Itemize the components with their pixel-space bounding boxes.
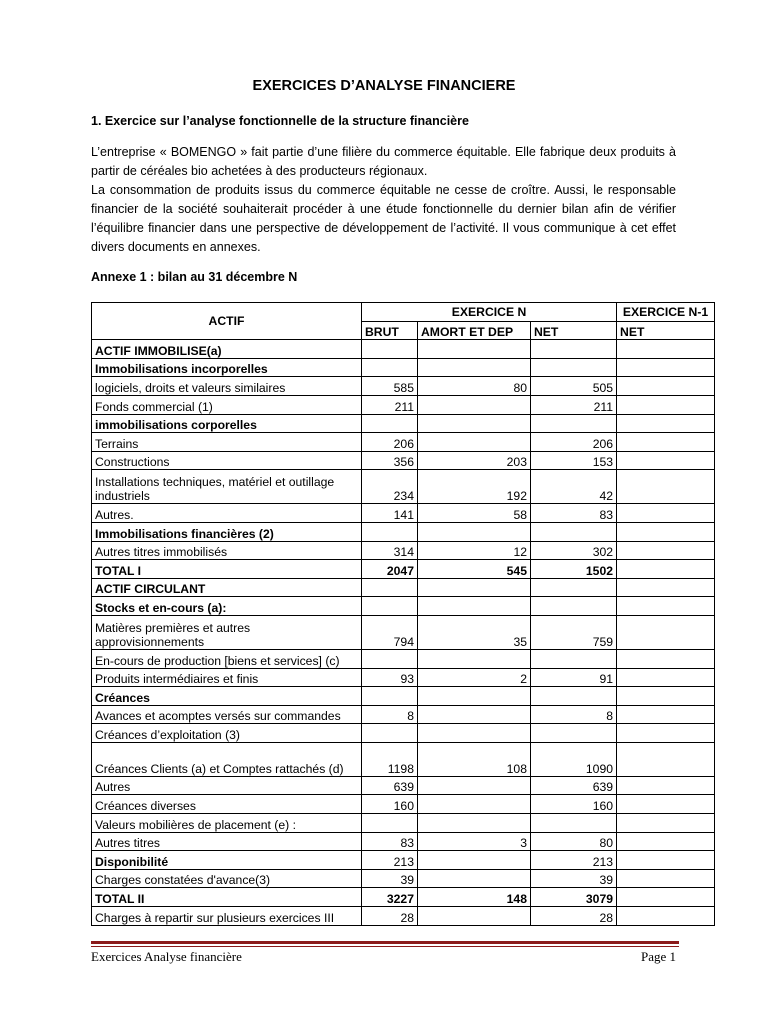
cell-brut: 1198 [362,742,418,776]
cell-amort [418,687,531,706]
cell-amort: 58 [418,504,531,523]
header-amort: AMORT ET DEP [418,321,531,340]
cell-net-n1 [617,888,715,907]
paragraph-1: L’entreprise « BOMENGO » fait partie d’une filière du commerce équitable. Elle fabrique deux produits à partir de céréales bio achetées à des producteurs régionaux. [91,145,676,178]
cell-brut: 160 [362,795,418,814]
table-body [92,340,715,925]
table-row [92,340,715,359]
table-row [92,597,715,616]
cell-brut: 206 [362,433,418,452]
cell-net-n1 [617,395,715,414]
cell-brut [362,687,418,706]
cell-net: 211 [531,395,617,414]
cell-net: 28 [531,907,617,926]
cell-net-n1 [617,541,715,560]
cell-brut: 314 [362,541,418,560]
table-row [92,687,715,706]
cell-amort [418,395,531,414]
cell-brut: 211 [362,395,418,414]
cell-net-n1 [617,358,715,377]
cell-net-n1 [617,724,715,743]
table-row [92,578,715,597]
table-row [92,541,715,560]
cell-amort [418,724,531,743]
cell-net-n1 [617,649,715,668]
cell-amort: 545 [418,560,531,579]
cell-net-n1 [617,742,715,776]
cell-amort: 192 [418,470,531,504]
cell-net-n1 [617,522,715,541]
cell-net-n1 [617,851,715,870]
cell-amort [418,414,531,433]
cell-amort: 2 [418,668,531,687]
cell-net-n1 [617,504,715,523]
cell-net [531,522,617,541]
cell-amort [418,814,531,833]
footer-title: Exercices Analyse financière [91,949,242,964]
cell-amort [418,358,531,377]
cell-amort [418,578,531,597]
cell-net [531,597,617,616]
row-label: Créances diverses [92,795,362,814]
cell-net-n1 [617,615,715,649]
cell-brut: 28 [362,907,418,926]
cell-amort [418,340,531,359]
cell-net-n1 [617,451,715,470]
cell-net-n1 [617,377,715,396]
cell-amort [418,795,531,814]
cell-net [531,814,617,833]
cell-brut: 213 [362,851,418,870]
cell-brut: 639 [362,776,418,795]
cell-net-n1 [617,414,715,433]
row-label: Charges constatées d'avance(3) [92,869,362,888]
row-label: ACTIF CIRCULANT [92,578,362,597]
cell-net: 8 [531,705,617,724]
row-label: Autres. [92,504,362,523]
cell-net: 39 [531,869,617,888]
annexe-heading: Annexe 1 : bilan au 31 décembre N [91,270,298,284]
cell-net-n1 [617,795,715,814]
cell-brut: 2047 [362,560,418,579]
row-label: Produits intermédiaires et finis [92,668,362,687]
cell-net-n1 [617,560,715,579]
footer-rule-thin [91,946,679,947]
row-label: logiciels, droits et valeurs similaires [92,377,362,396]
row-label: Valeurs mobilières de placement (e) : [92,814,362,833]
row-label: Stocks et en-cours (a): [92,597,362,616]
header-exercice-n1: EXERCICE N-1 [617,303,715,322]
table-row [92,907,715,926]
cell-amort: 3 [418,832,531,851]
cell-net: 1090 [531,742,617,776]
cell-net-n1 [617,907,715,926]
cell-net: 160 [531,795,617,814]
cell-amort [418,705,531,724]
row-label: TOTAL I [92,560,362,579]
cell-net: 639 [531,776,617,795]
row-label: Installations techniques, matériel et outillage industriels [92,470,362,504]
cell-brut: 141 [362,504,418,523]
row-label: Matières premières et autres approvisionnements [92,615,362,649]
cell-amort [418,851,531,870]
table-row [92,668,715,687]
cell-net [531,340,617,359]
table-row [92,560,715,579]
footer-rule-thick [91,941,679,944]
row-label: Créances Clients (a) et Comptes rattachés (d) [92,742,362,776]
row-label: Fonds commercial (1) [92,395,362,414]
header-brut: BRUT [362,321,418,340]
row-label: immobilisations corporelles [92,414,362,433]
cell-net [531,724,617,743]
table-row [92,395,715,414]
row-label: Autres titres [92,832,362,851]
row-label: Autres [92,776,362,795]
cell-amort: 148 [418,888,531,907]
cell-net: 505 [531,377,617,396]
cell-amort [418,597,531,616]
cell-brut [362,597,418,616]
row-label: Disponibilité [92,851,362,870]
header-exercice-n: EXERCICE N [362,303,617,322]
cell-amort: 12 [418,541,531,560]
cell-amort [418,649,531,668]
cell-net-n1 [617,814,715,833]
table-row [92,414,715,433]
cell-amort: 35 [418,615,531,649]
row-label: TOTAL II [92,888,362,907]
header-net: NET [531,321,617,340]
cell-brut [362,649,418,668]
cell-amort [418,907,531,926]
cell-brut: 356 [362,451,418,470]
table-row [92,615,715,649]
cell-amort: 108 [418,742,531,776]
intro-paragraph [91,143,676,257]
cell-amort: 80 [418,377,531,396]
table-row [92,869,715,888]
table-row [92,742,715,776]
cell-net-n1 [617,470,715,504]
cell-brut [362,358,418,377]
table-row [92,649,715,668]
row-label: ACTIF IMMOBILISE(a) [92,340,362,359]
cell-brut: 3227 [362,888,418,907]
table-row [92,724,715,743]
balance-sheet-table [91,302,715,926]
cell-brut: 794 [362,615,418,649]
table-row [92,832,715,851]
cell-net [531,358,617,377]
table-row [92,522,715,541]
cell-brut: 585 [362,377,418,396]
cell-brut [362,814,418,833]
cell-net: 83 [531,504,617,523]
cell-net: 206 [531,433,617,452]
section-heading: 1. Exercice sur l’analyse fonctionnelle de la structure financière [91,114,469,128]
cell-net-n1 [617,705,715,724]
cell-net: 153 [531,451,617,470]
cell-brut [362,414,418,433]
cell-net-n1 [617,687,715,706]
cell-net [531,649,617,668]
cell-amort [418,433,531,452]
cell-brut [362,724,418,743]
cell-net-n1 [617,578,715,597]
row-label: Terrains [92,433,362,452]
paragraph-2: La consommation de produits issus du commerce équitable ne cesse de croître. Aussi, le responsable financier de la société souhaiterait procéder à une étude fonctionnelle du dernier bilan afin de vérifier l’équilibre financier dans une perspective de développement de l’activité. Il vous communique à cet effet divers documents en annexes. [91,183,676,254]
row-label: En-cours de production [biens et services] (c) [92,649,362,668]
cell-net: 3079 [531,888,617,907]
row-label: Autres titres immobilisés [92,541,362,560]
table-row [92,451,715,470]
cell-net-n1 [617,668,715,687]
cell-net: 302 [531,541,617,560]
cell-net [531,578,617,597]
table-row [92,795,715,814]
table-row [92,358,715,377]
table-row [92,705,715,724]
cell-net-n1 [617,869,715,888]
cell-brut [362,578,418,597]
cell-net-n1 [617,597,715,616]
cell-brut [362,340,418,359]
cell-brut: 234 [362,470,418,504]
cell-amort: 203 [418,451,531,470]
row-label: Créances [92,687,362,706]
cell-net: 42 [531,470,617,504]
cell-net: 91 [531,668,617,687]
header-actif: ACTIF [92,303,362,340]
cell-net: 213 [531,851,617,870]
cell-net-n1 [617,832,715,851]
cell-amort [418,776,531,795]
cell-net: 80 [531,832,617,851]
cell-net [531,414,617,433]
cell-net-n1 [617,776,715,795]
row-label: Créances d’exploitation (3) [92,724,362,743]
cell-brut: 83 [362,832,418,851]
table-row [92,470,715,504]
cell-brut [362,522,418,541]
row-label: Immobilisations financières (2) [92,522,362,541]
cell-brut: 39 [362,869,418,888]
table-row [92,814,715,833]
cell-net-n1 [617,433,715,452]
cell-net-n1 [617,340,715,359]
cell-amort [418,869,531,888]
header-net-n1: NET [617,321,715,340]
row-label: Immobilisations incorporelles [92,358,362,377]
table-row [92,504,715,523]
row-label: Avances et acomptes versés sur commandes [92,705,362,724]
row-label: Constructions [92,451,362,470]
table-row [92,888,715,907]
cell-net: 1502 [531,560,617,579]
table-row [92,851,715,870]
cell-brut: 93 [362,668,418,687]
table-row [92,433,715,452]
table-row [92,377,715,396]
cell-brut: 8 [362,705,418,724]
document-title: EXERCICES D’ANALYSE FINANCIERE [252,78,516,94]
cell-net [531,687,617,706]
cell-net: 759 [531,615,617,649]
page-number: Page 1 [640,949,676,964]
table-row [92,776,715,795]
cell-amort [418,522,531,541]
row-label: Charges à repartir sur plusieurs exercices III [92,907,362,926]
